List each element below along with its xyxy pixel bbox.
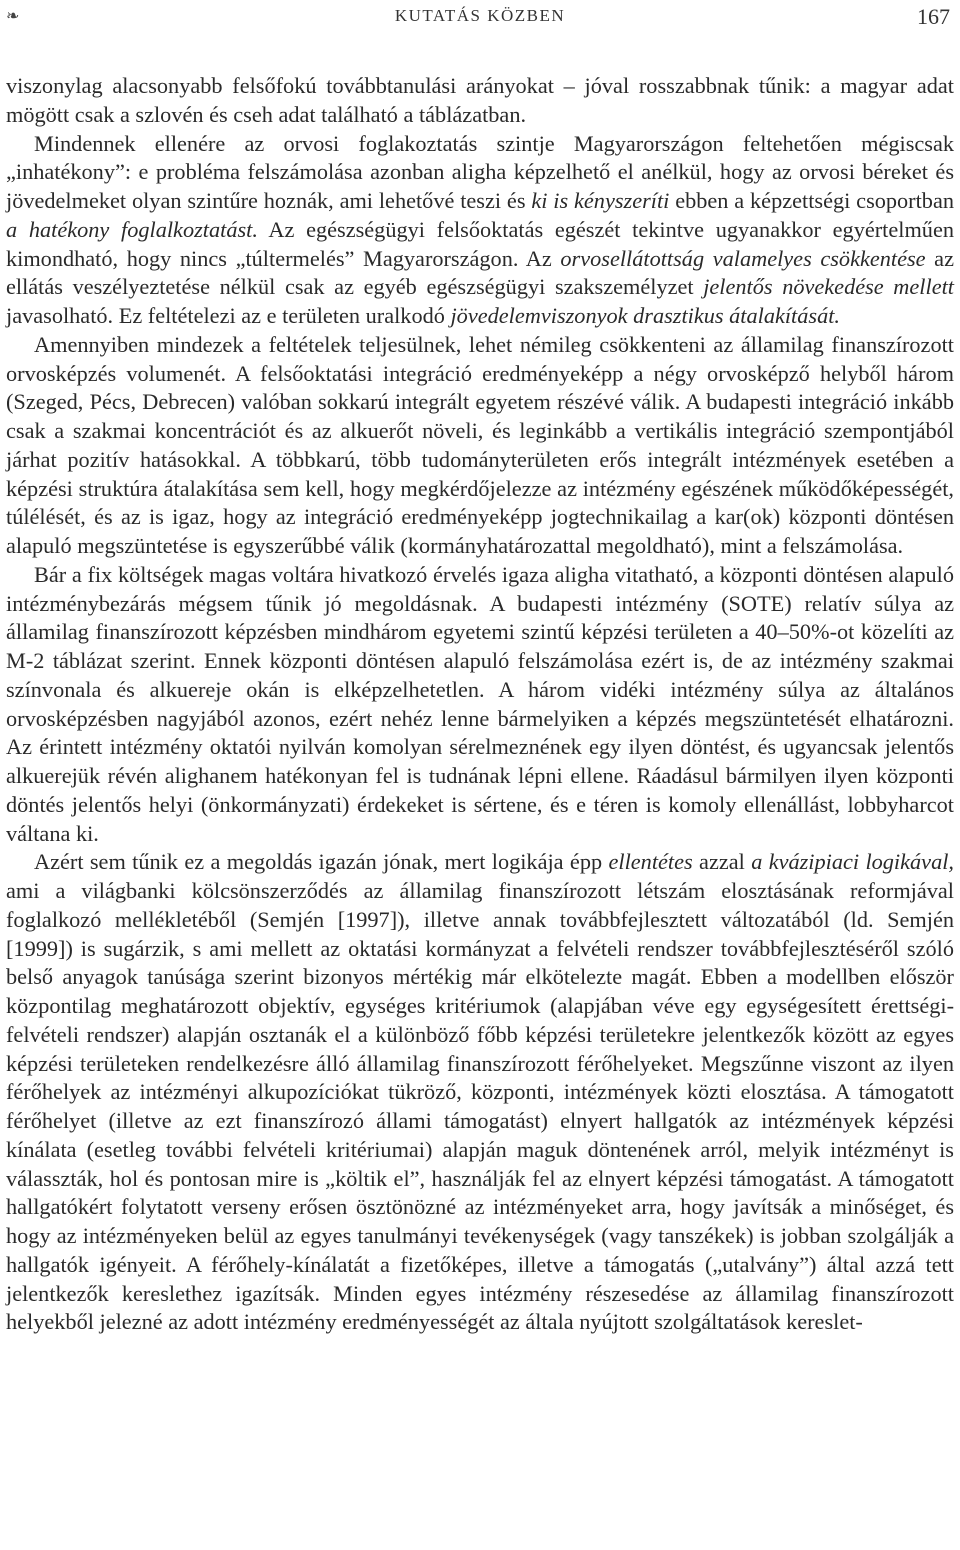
running-title: KUTATÁS KÖZBEN — [394, 6, 566, 25]
text-run: azzal — [692, 849, 752, 875]
paragraph — [6, 130, 954, 331]
text-run: ebben a képzettségi csoportban — [669, 188, 955, 213]
ornament-icon: ❧ — [6, 8, 20, 25]
text-run: Amennyiben mindezek a feltételek teljesülnek, lehet némileg csökkenteni az államilag finanszírozott orvosképzés volumenét. A felsőoktatási integráció eredményeképp a négy orvosképző helyből három (Szeged, Pécs, Debrecen) valóban sokkarú integrált egyetem részévé válik. A budapesti integráció inkább csak a szakmai koncentrációt és az alkuerőt növeli, és leginkább a vertikális integráció szempontjából járhat pozitív hatásokkal. A többkarú, több tudományterületen erős integrált intézmények esetében a képzési struktúra átalakítása sem kell, hogy megkérdőjelezze az intézmény egészének működőképességét, túlélését, és az is igaz, hogy az integráció eredményeképp jogtechnikailag a kar(ok) központi döntésen alapuló megszüntetése is egyszerűbbé válik (kormányhatározattal megoldható), mint a felszámolása. — [6, 331, 954, 558]
emphasis-text: ki is kényszeríti — [531, 188, 670, 213]
emphasis-text: a kvázipiaci logikával, — [751, 849, 954, 875]
paragraph — [6, 561, 954, 849]
emphasis-text: jelentős növekedése mellett — [703, 274, 954, 300]
emphasis-text: a hatékony foglalkoztatást. — [6, 216, 258, 242]
emphasis-text: jövedelemviszonyok drasztikus átalakítását. — [450, 303, 840, 328]
text-run: az ellátás veszélyeztetése nélkül csak az egyéb egészségügyi szakszemélyzet — [6, 245, 954, 300]
text-run: Azért sem tűnik ez a megoldás igazán jónak, mert logikája épp — [34, 849, 609, 875]
text-run: Mindennek ellenére az orvosi foglakoztatás szintje Magyarországon feltehetően mégiscsak „inhatékony”: e probléma felszámolása azonban aligha képzelhető el anélkül, hogy az orvosi béreket és jövedelmeket olyan szintűre hoznák, ami lehetővé teszi és — [6, 130, 954, 213]
emphasis-text: orvosellátottság valamelyes csökkentése — [560, 245, 926, 271]
page-number: 167 — [917, 4, 950, 29]
text-run: Bár a fix költségek magas voltára hivatkozó érvelés igaza aligha vitatható, a központi döntésen alapuló intézménybezárás mégsem tűnik jó megoldásnak. A budapesti intézmény (SOTE) relatív súlya az államilag finanszírozott képzésben mindhárom egyetemi szintű képzési területen a 40–50%-ot közelíti az M-2 táblázat szerint. Ennek központi döntésen alapuló felszámolása ezért is, de az intézmény szakmai színvonala és alkuereje okán is elképzelhetetlen. A három vidéki intézmény súlya az általános orvosképzésben nagyjából azonos, ezért nehéz lenne bármelyiken a képzés megszüntetését elhatározni. Az érintett intézmény oktatói nyilván komolyan sérelmeznének egy ilyen döntést, és ugyancsak jelentős alkuerejük révén alighanem hatékonyan fel is tudnának lépni ellene. Ráadásul bármilyen ilyen központi döntés jelentős helyi (önkormányzati) érdekeket is sértene, és e téren is komoly ellenállást, lobbyharcot váltana ki. — [6, 561, 954, 846]
paragraph — [6, 331, 954, 561]
text-run: viszonylag alacsonyabb felsőfokú továbbtanulási arányokat – jóval rosszabbnak tűnik: a magyar adat mögött csak a szlovén és cseh adat található a táblázatban. — [6, 73, 954, 127]
paragraph — [6, 848, 954, 1337]
paragraph — [6, 72, 954, 130]
emphasis-text: ellentétes — [608, 849, 693, 875]
text-run: ami a világbanki kölcsönszerződés az államilag finanszírozott létszám elosztásának reformjával foglalkozó mellékletéből (Semjén [1997]), illetve annak továbbfejlesztett változatából (ld. Semjén [1999]) is sugárzik, s ami mellett az oktatási kormányzat a felvételi rendszer továbbfejlesztéséről szóló belső anyagok tanúsága szerint bizonyos mértékig már elkötelezte magát. Ebben a modellben először központilag meghatározott objektív, egységes kritériumok (alapjában véve egy egységesített érettségi-felvételi rendszer) alapján osztanák el a különböző főbb képzési területekre jelentkezők között az egyes képzési területeken rendelkezésre álló államilag finanszírozott férőhelyeket. Megszűnne viszont az ilyen férőhelyek az intézményi alkupozíciókat tükröző, központi, intézmények közti elosztása. A támogatott férőhelyet (illetve az ezt finanszírozó állami támogatást) elnyert hallgatók az intézmények képzési kínálata (esetleg további felvételi kritériumai) alapján maguk döntenének arról, melyik intézményt is válasszták, hol és pontosan mire is „költik el”, használják fel az elnyert képzési támogatást. A támogatott hallgatókért folytatott verseny erősen ösztönözné az intézményeket arra, hogy javítsák a minőséget, és hogy az intézményeken belül az egyes tanulmányi tevékenységek (vagy tanszékek) is jobban szolgálják a hallgatók igényeit. A férőhely-kínálatát a fizetőképes, illetve a támogatás („utalvány”) által azzá tett jelentkezők kereslethez igazítsák. Minden egyes intézmény részesedése az államilag finanszírozott helyekből jelezné az adott intézmény eredményességét az általa nyújtott szolgáltatások kereslet- — [6, 878, 954, 1335]
page-header — [0, 0, 960, 40]
body-text — [6, 72, 954, 1337]
text-run: Az egészségügyi felsőoktatás egészét tekintve ugyanakkor egyértelműen kimondható, hogy nincs „túltermelés” Magyarországon. Az — [6, 216, 954, 271]
text-run: javasolható. Ez feltételezi az e területen uralkodó — [6, 303, 451, 328]
